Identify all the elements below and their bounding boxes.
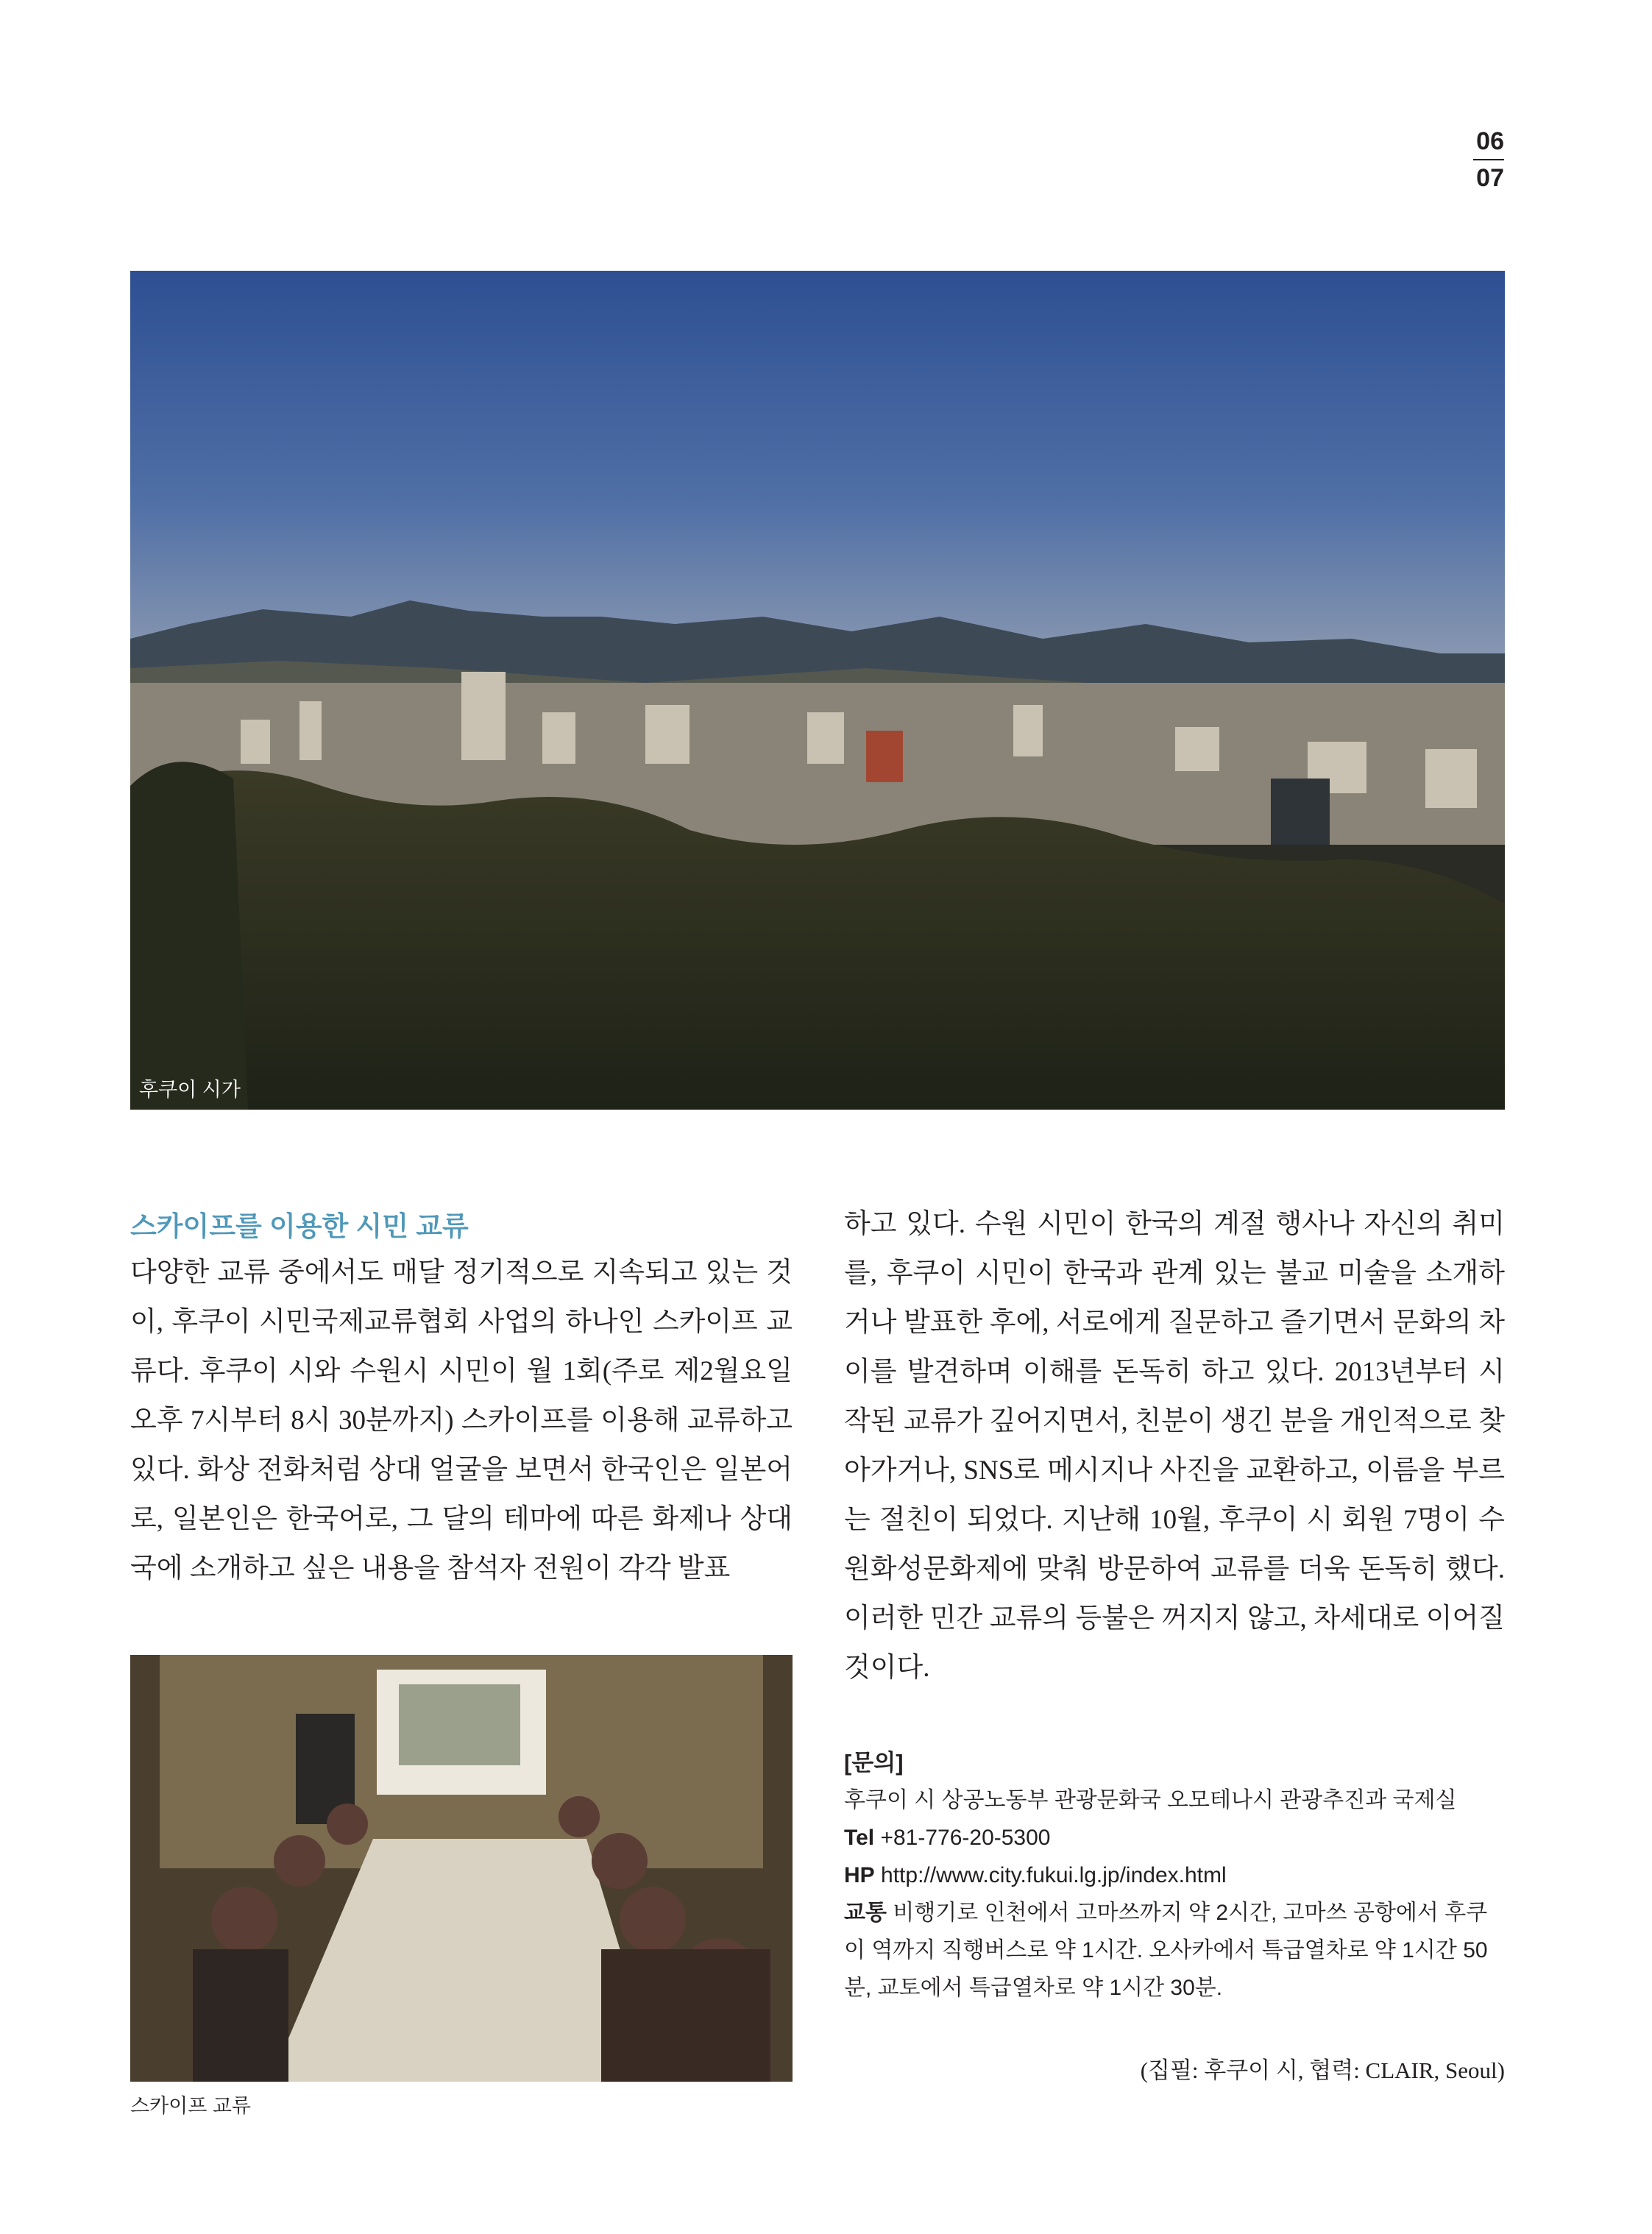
- city-landscape-image: [130, 271, 1505, 1110]
- website-link[interactable]: http://www.city.fukui.lg.jp/index.html: [881, 1863, 1227, 1887]
- photo-caption: 스카이프 교류: [130, 2095, 251, 2117]
- transport-label: 교통: [844, 1901, 887, 1925]
- page-number-left: 06: [1476, 127, 1504, 155]
- hp-label: HP: [844, 1863, 875, 1887]
- body-text-right: 하고 있다. 수원 시민이 한국의 계절 행사나 자신의 취미를, 후쿠이 시민이 한국과 관계 있는 불교 미술을 소개하거나 발표한 후에, 서로에게 질문하고 즐기면서 문화의 차이를 발견하며 이해를 돈독히 하고 있다. 2013년부터 시작된 교류가 깊어지면서, 친분이 생긴 분을 개인적으로 찾아가거나, SNS로 메시지나 사진을 교환하고, 이름을 부르는 절친이 되었다. 지난해 10월, 후쿠이 시 회원 7명이 수원화성문화제에 맞춰 방문하여 교류를 더욱 돈독히 했다. 이러한 민간 교류의 등불은 꺼지지 않고, 차세대로 이어질 것이다.: [844, 1209, 1505, 1683]
- author-credit: (집필: 후쿠이 시, 협력: CLAIR, Seoul): [1140, 2057, 1505, 2083]
- page-number-right: 07: [1476, 164, 1504, 192]
- contact-heading: [문의]: [844, 1750, 904, 1776]
- body-text-left: 다양한 교류 중에서도 매달 정기적으로 지속되고 있는 것이, 후쿠이 시민국제교류협회 사업의 하나인 스카이프 교류다. 후쿠이 시와 수원시 시민이 월 1회(주로 제2월요일 오후 7시부터 8시 30분까지) 스카이프를 이용해 교류하고 있다. 화상 전화처럼 상대 얼굴을 보면서 한국인은 일본어로, 일본인은 한국어로, 그 달의 테마에 따른 화제나 상대국에 소개하고 싶은 내용을 참석자 전원이 각각 발표: [130, 1258, 793, 1584]
- photo-caption: 후쿠이 시가: [139, 1079, 241, 1101]
- section-heading: 스카이프를 이용한 시민 교류: [130, 1211, 469, 1241]
- tel-label: Tel: [844, 1826, 875, 1850]
- page-number-divider: [1473, 159, 1504, 160]
- transport-row: [844, 1894, 1505, 2007]
- page-numbers: [1438, 125, 1504, 194]
- contact-organization: 후쿠이 시 상공노동부 관광문화국 오모테나시 관광추진과 국제실: [844, 1788, 1457, 1812]
- skype-exchange-photo: [130, 1655, 793, 2082]
- meeting-room-image: [130, 1655, 793, 2082]
- contact-info: [844, 1744, 1505, 2007]
- tel-value: +81-776-20-5300: [880, 1826, 1051, 1850]
- transport-text: 비행기로 인천에서 고마쓰까지 약 2시간, 고마쓰 공항에서 후쿠이 역까지 직행버스로 약 1시간. 오사카에서 특급열차로 약 1시간 50분, 교토에서 특급열차로 약 1시간 30분.: [844, 1901, 1488, 2000]
- contact-website-row: [844, 1857, 1505, 1894]
- contact-phone-row: [844, 1819, 1505, 1857]
- city-view-photo: [130, 271, 1505, 1110]
